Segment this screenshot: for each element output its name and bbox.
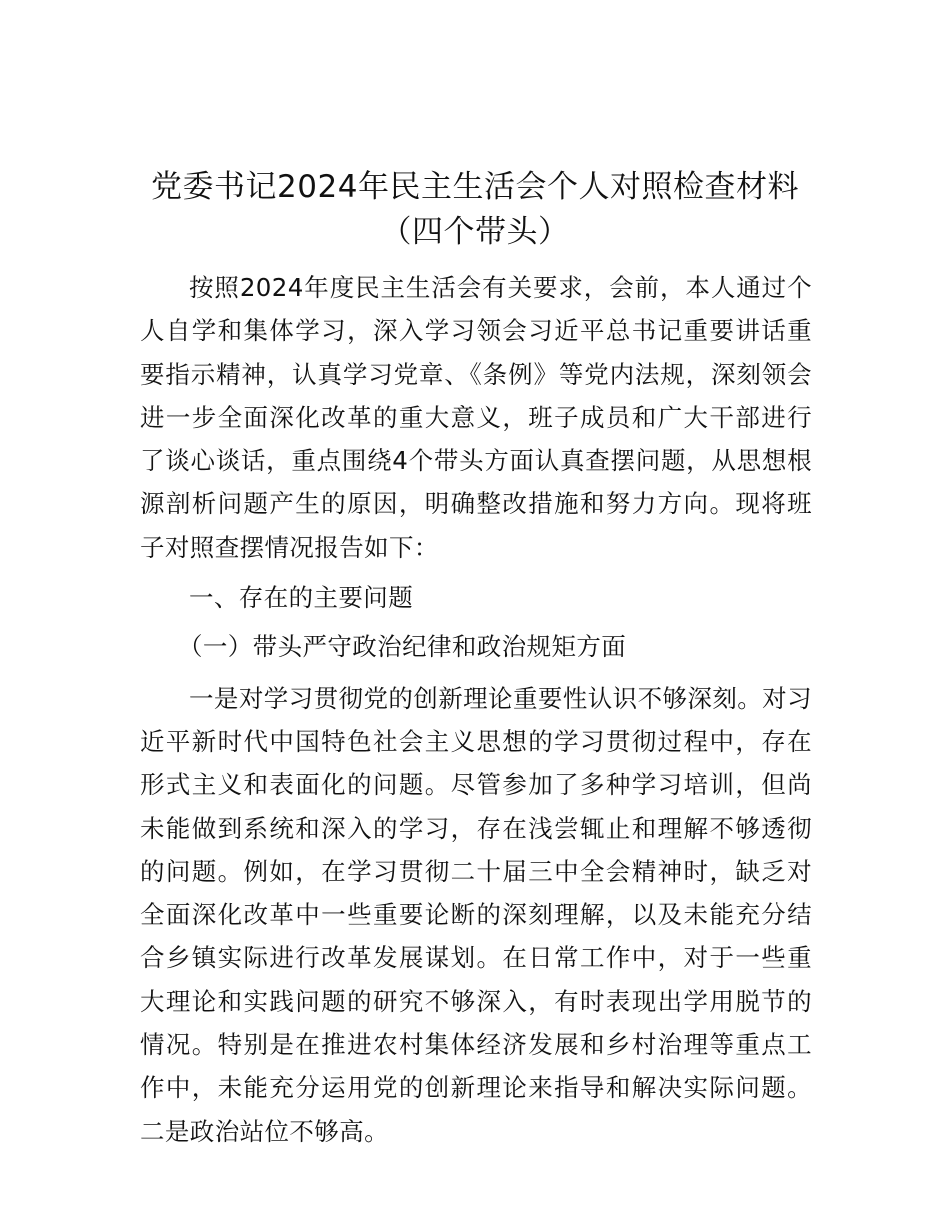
document-title: 党委书记2024年民主生活会个人对照检查材料（四个带头）: [151, 169, 799, 250]
subsection-heading: （一）带头严守政治纪律和政治规矩方面: [177, 632, 627, 662]
section-heading: 一、存在的主要问题: [189, 583, 414, 613]
intro-paragraph: 按照2024年度民主生活会有关要求，会前，本人通过个人自学和集体学习，深入学习领会习近平总书记重要讲话重要指示精神，认真学习党章、《条例》等党内法规，深刻领会进一步全面深化改革的重大意义，班子成员和广大干部进行了谈心谈话，重点围绕4个带头方面认真查摆问题，从思想根源剖析问题产生的原因，明确整改措施和努力方向。现将班子对照查摆情况报告如下：: [140, 273, 812, 562]
body-paragraph: 一是对学习贯彻党的创新理论重要性认识不够深刻。对习近平新时代中国特色社会主义思想的学习贯彻过程中，存在形式主义和表面化的问题。尽管参加了多种学习培训，但尚未能做到系统和深入的学习，存在浅尝辄止和理解不够透彻的问题。例如，在学习贯彻二十届三中全会精神时，缺乏对全面深化改革中一些重要论断的深刻理解，以及未能充分结合乡镇实际进行改革发展谋划。在日常工作中，对于一些重大理论和实践问题的研究不够深入，有时表现出学用脱节的情况。特别是在推进农村集体经济发展和乡村治理等重点工作中，未能充分运用党的创新理论来指导和解决实际问题。二是政治站位不够高。: [140, 683, 812, 1146]
document-body: [140, 266, 812, 1153]
